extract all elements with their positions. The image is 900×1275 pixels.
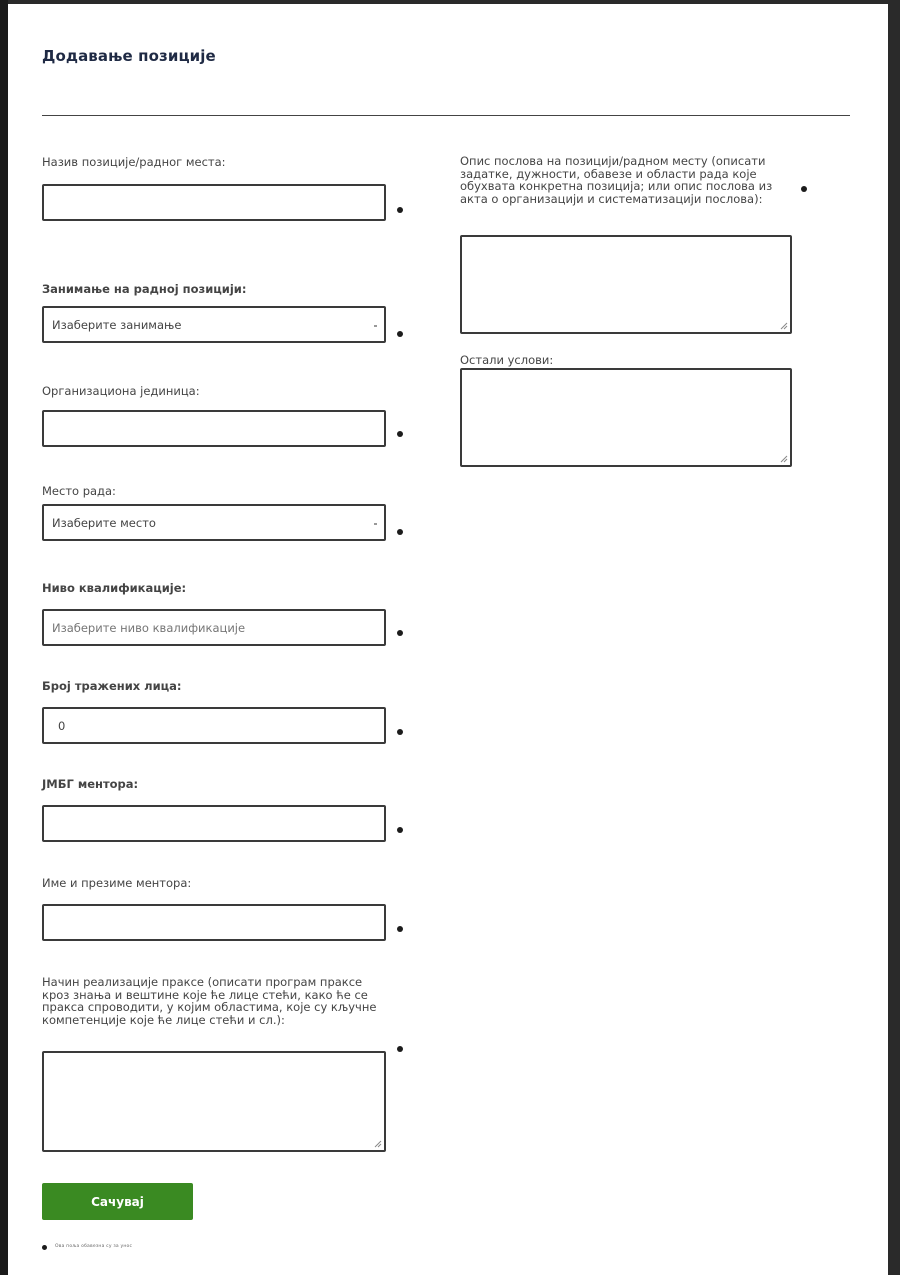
mentor-jmbg-field[interactable] [52,807,376,840]
mentor-name-field[interactable] [52,906,376,939]
other-conditions-textarea[interactable] [460,368,792,467]
required-indicator [397,431,403,437]
chevron-down-icon [374,325,377,327]
work-place-select-value: Изаберите место [52,515,156,530]
job-description-label: Опис послова на позицији/радном месту (описати задатке, дужности, обавезе и области рада које обухвата конкретна позиција; или опис послова из акта о организацији и систематизацији послова): [460,154,773,206]
persons-count-label: Број тражених лица: [42,679,182,693]
job-description-textarea[interactable] [460,235,792,334]
required-indicator [397,1046,403,1052]
resize-handle-icon[interactable] [780,322,788,330]
required-indicator [397,926,403,932]
required-indicator [397,827,403,833]
required-indicator [397,630,403,636]
modal-title: Додавање позиције [42,47,216,65]
org-unit-label: Организациона јединица: [42,384,200,398]
required-indicator [397,529,403,535]
org-unit-input[interactable] [42,410,386,447]
required-indicator [397,331,403,337]
qualification-level-label: Ниво квалификације: [42,581,187,595]
other-conditions-label: Остали услови: [460,353,554,367]
practice-method-textarea[interactable] [42,1051,386,1152]
org-unit-field[interactable] [52,412,376,445]
save-button[interactable]: Сачувај [42,1183,193,1220]
qualification-level-input[interactable] [42,609,386,646]
title-divider [42,115,850,116]
mentor-name-label: Име и презиме ментора: [42,876,192,890]
work-place-label: Место рада: [42,484,116,498]
qualification-level-field[interactable] [52,611,376,644]
position-name-field[interactable] [52,186,376,219]
mentor-name-input[interactable] [42,904,386,941]
job-description-field[interactable] [462,237,790,332]
occupation-select[interactable] [42,306,386,343]
occupation-label: Занимање на радној позицији: [42,282,247,296]
mentor-jmbg-input[interactable] [42,805,386,842]
work-place-select[interactable] [42,504,386,541]
practice-method-label: Начин реализације праксе (описати програм праксе кроз знања и вештине које ће лице стећи, како ће се пракса спроводити, у којим областима, које су кључне компетенције које ће лице стећи и сл.): [42,975,377,1027]
chevron-down-icon [374,523,377,525]
persons-count-field[interactable] [52,709,376,742]
required-fields-note: Ова поља обавезна су за унос [55,1244,133,1249]
practice-method-field[interactable] [44,1053,384,1150]
required-indicator [42,1245,47,1250]
required-indicator [397,207,403,213]
backdrop-left [0,0,8,1275]
required-indicator [397,729,403,735]
persons-count-input[interactable] [42,707,386,744]
other-conditions-field[interactable] [462,370,790,465]
occupation-select-value: Изаберите занимање [52,317,182,332]
required-indicator [801,186,807,192]
position-name-label: Назив позиције/радног места: [42,155,226,169]
resize-handle-icon[interactable] [780,455,788,463]
resize-handle-icon[interactable] [374,1140,382,1148]
mentor-jmbg-label: ЈМБГ ментора: [42,777,139,791]
position-name-input[interactable] [42,184,386,221]
